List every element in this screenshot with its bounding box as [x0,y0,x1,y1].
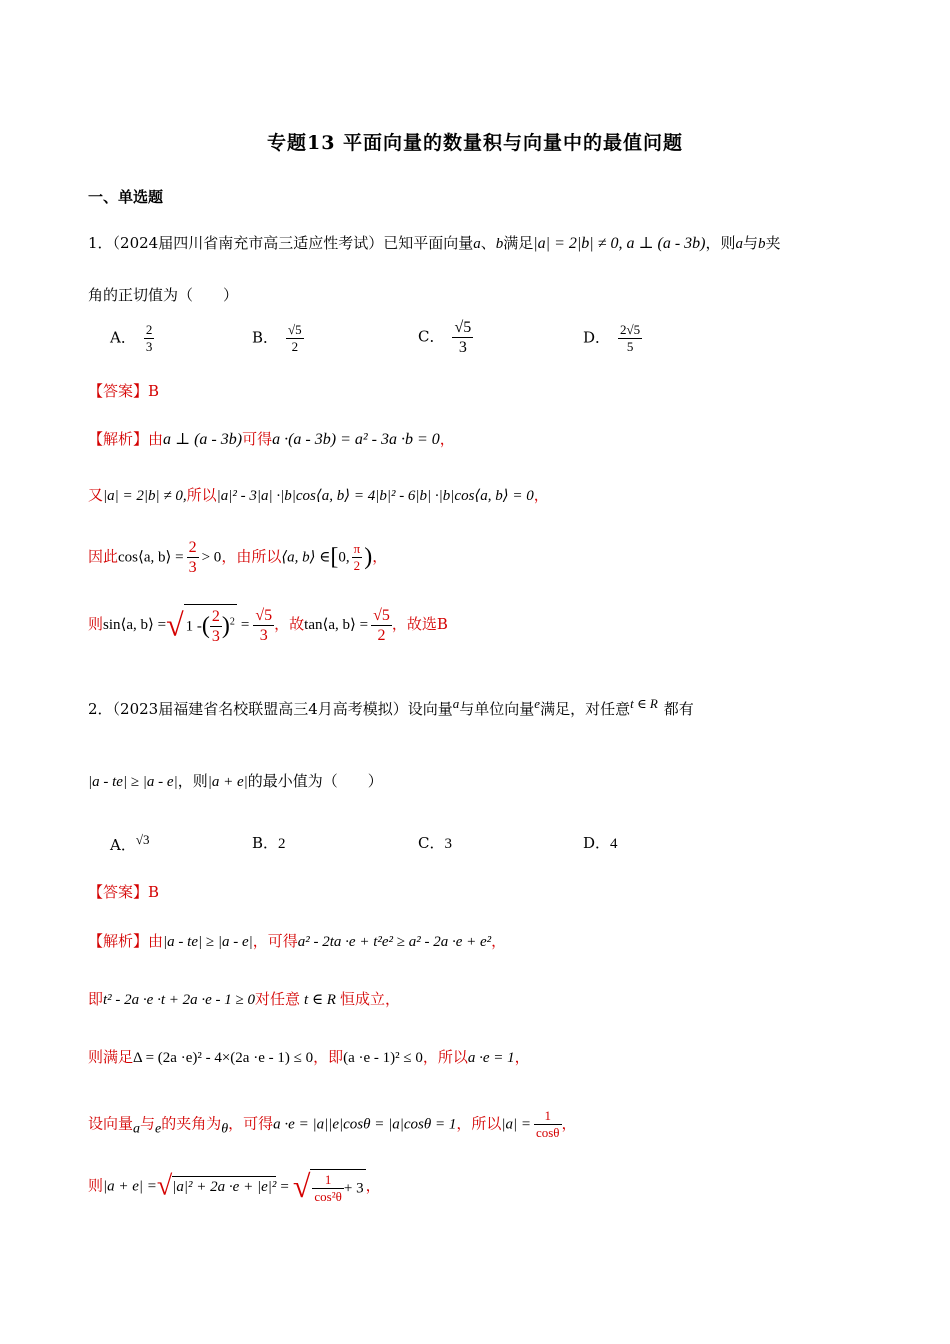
q1-s4-c: ，故选 [391,615,437,633]
q2-analysis-line3 [88,1046,530,1067]
q2-s5-a: 则 [88,1176,104,1195]
q2-analysis-line5 [88,1168,381,1205]
q2-var-a: a [452,696,460,711]
left-bracket: [ [330,544,339,570]
q1-answer [88,380,159,401]
q2-s4-var-a: a [133,1121,141,1137]
q2-source: （2023届福建省名校联盟高三4月高考模拟）设向量 [112,700,453,718]
q1-s4-b: ，故 [274,615,305,633]
q2-s3-end: ， [514,1048,530,1066]
frac-den: 3 [259,626,268,644]
q1-stem-line2: 角的正切值为（ ） [88,286,239,304]
q2-cond-t: t ∈ R [630,696,658,711]
q1-and: 与 [742,234,758,252]
option-label: B． [252,834,279,852]
q2-analysis-line1 [88,930,506,951]
frac-den: 3 [145,339,153,354]
q2-s3-a: 则满足 [88,1048,134,1066]
frac-den: 3 [211,628,220,645]
q1-s2-a: 又 [88,486,104,504]
q2-min: 的最小值为（ ） [247,772,383,790]
q1-stem-line1 [88,232,781,253]
q2-s5-math1: |a + e| = [103,1178,157,1195]
q2-s4-math1: a ·e = |a||e|cosθ = |a|cosθ = 1 [273,1116,457,1133]
q2-s2-math1: t² - 2a ·e ·t + 2a ·e - 1 ≥ 0 [103,992,256,1008]
q1-s3-math3: ⟨a, b⟩ ∈ [281,549,331,566]
q2-s1-end: ， [491,932,507,950]
q1-s1-b: 可得 [242,430,273,448]
q1-s4-math2: tan⟨a, b⟩ = [304,617,369,633]
q1-s2-end: ， [533,486,549,504]
frac-den: 3 [188,559,197,576]
frac-num: 2 [211,608,220,625]
q2-option-b[interactable] [252,832,286,853]
q1-sep: 、 [480,234,496,252]
q2-s3-b: ，即 [313,1048,344,1066]
q2-s4-with: 与 [140,1114,156,1133]
option-label: A． [110,328,136,347]
q1-s2-math1: |a| = 2|b| ≠ 0, [103,488,187,504]
q2-s1-math1: |a - te| ≥ |a - e| [163,934,253,950]
q1-option-c[interactable] [418,318,473,357]
frac-den: 5 [626,339,634,354]
q2-s2-b: 对任意 [255,990,301,1008]
q1-s4-root: 1 - [185,618,202,635]
q1-var-a: a [473,236,481,252]
q1-s1-math1: a ⊥ (a - 3b) [163,431,243,448]
q2-s3-math1: Δ = (2a ·e)² - 4×(2a ·e - 1) ≤ 0 [133,1050,314,1066]
analysis-label: 【解析】 [88,932,149,950]
frac-num: 1 [534,1108,562,1125]
frac-num: π [353,541,361,556]
q2-option-c[interactable] [418,832,452,853]
radicand [184,604,237,646]
q1-s4-a: 则 [88,615,104,633]
q2-s1-math2: a² - 2ta ·e + t²e² ≥ a² - 2a ·e + e² [297,934,492,950]
q1-s1-a: 由 [148,430,164,448]
q2-s4-d: ，所以 [456,1114,502,1133]
frac-num: 2 [188,539,197,556]
frac-den: 2 [353,558,361,573]
q1-var-a2: a [735,236,743,252]
q1-s1-math2: a ·(a - 3b) = a² - 3a ·b = 0 [272,431,440,448]
q1-var-b: b [495,236,504,252]
q1-s3-math1: cos⟨a, b⟩ = [118,549,184,566]
q1-analysis-line1 [88,428,455,449]
q1-option-a[interactable] [110,322,154,355]
q2-then: ，则 [177,772,208,790]
frac-den: cos²θ [314,1188,342,1204]
frac-num: 2 [145,322,153,337]
q1-s3-math2: > 0 [201,549,222,566]
q2-s5-end: ， [365,1176,381,1195]
q1-analysis-line2 [88,484,549,505]
q2-s2-math2: t ∈ R [304,992,336,1008]
q2-s2-c: 恒成立， [339,990,400,1008]
q2-s4-math2: |a| = [501,1116,531,1133]
q2-s4-theta: θ [221,1121,229,1137]
q2-analysis-line4 [88,1108,577,1141]
q2-with: 与单位向量 [459,700,535,718]
sqrt-icon: √ [166,606,184,643]
page-title: 专题13 平面向量的数量积与向量中的最值问题 [266,132,684,154]
radicand [310,1169,365,1205]
q1-s3-a: 因此 [88,547,119,566]
option-label: B． [252,328,279,347]
answer-label: 【答案】 [88,382,149,400]
answer-value: B [148,382,160,400]
frac-num: √5 [454,319,472,336]
frac-den: cosθ [535,1125,560,1140]
q2-analysis-line2 [88,988,400,1009]
frac-den: 2 [377,626,386,644]
q1-interval-left: 0, [338,549,350,566]
q1-s4-math1: sin⟨a, b⟩ = [103,617,167,633]
option-value: 3 [444,836,452,852]
q1-analysis-line4 [88,604,448,646]
q2-s3-math2: (a ·e - 1)² ≤ 0 [343,1050,423,1066]
q2-s2-a: 即 [88,990,104,1008]
frac-den: 2 [291,339,299,354]
q1-s4-answer: B [436,615,448,633]
q1-jia: 夹 [765,234,781,252]
q1-number: 1． [88,234,113,252]
q2-option-a[interactable] [110,832,149,855]
q1-var-b2: b [758,236,766,252]
option-value: 4 [610,836,618,852]
q2-s5-radicand: |a|² + 2a ·e + |e|² [172,1176,276,1195]
q2-s3-c: ，所以 [422,1048,468,1066]
answer-label: 【答案】 [88,883,149,901]
q2-s4-end: ， [561,1114,577,1133]
q1-source: （2024届四川省南充市高三适应性考试）已知平面向量 [112,234,474,252]
q2-satisfy: 满足，对任意 [540,700,631,718]
q1-option-b[interactable] [252,322,304,355]
q2-s4-b: 的夹角为 [161,1114,222,1133]
q1-satisfy: 满足 [503,234,534,252]
option-label: C． [418,327,445,346]
q1-s4-square: 2 [229,616,235,628]
q2-s1-b: ，可得 [252,932,298,950]
q2-number: 2． [88,700,113,718]
analysis-label: 【解析】 [88,430,149,448]
section-heading: 一、单选题 [88,188,164,206]
q2-s5-plus: + 3 [343,1180,364,1196]
q1-s2-math2: |a|² - 3|a| ·|b|cos⟨a, b⟩ = 4|b|² - 6|b| ·|b|cos⟨a, b⟩ = 0 [216,488,534,504]
q2-inequality: |a - te| ≥ |a - e| [88,774,178,790]
q1-s2-b: 所以 [186,486,217,504]
frac-num: 2√5 [620,322,641,337]
q1-s3-end: ， [372,547,388,566]
right-paren: ) [364,544,373,570]
left-paren: ( [201,613,210,639]
frac-num: √5 [373,606,390,624]
q2-option-d[interactable] [583,832,618,853]
right-paren: ) [221,613,230,639]
option-label: D． [583,328,611,347]
q2-s4-a: 设向量 [88,1114,134,1133]
option-value: √3 [135,832,150,847]
frac-num: √5 [255,606,273,624]
frac-num: 1 [312,1172,343,1189]
q2-s3-math3: a ·e = 1 [467,1050,515,1066]
q2-s5-eq: = [280,1178,289,1195]
q2-answer [88,881,159,902]
q1-then: ，则 [705,234,736,252]
option-label: C． [418,834,445,852]
q2-s4-c: ，可得 [228,1114,274,1133]
q2-expr: |a + e| [207,774,248,790]
q1-s3-b: ，由所以 [221,547,282,566]
q1-condition: |a| = 2|b| ≠ 0, a ⊥ (a - 3b) [533,235,706,252]
q1-option-d[interactable] [583,322,642,355]
option-value: 2 [278,836,286,852]
q2-all: 都有 [663,700,694,718]
option-label: D． [583,834,611,852]
frac-den: 3 [458,339,467,356]
sqrt-icon: √ [156,1170,173,1202]
sqrt-icon: √ [292,1168,311,1204]
q1-analysis-line3 [88,538,387,577]
q2-var-e: e [534,696,541,711]
frac-num: √5 [288,322,302,337]
q2-stem-line1 [88,696,694,719]
option-label: A． [110,836,136,854]
q2-stem-line2 [88,770,383,791]
q2-s4-var-e: e [155,1121,162,1137]
q1-s4-eq: = [240,617,250,633]
q1-s1-end: ， [439,430,455,448]
answer-value: B [148,883,160,901]
q2-s1-a: 由 [148,932,164,950]
